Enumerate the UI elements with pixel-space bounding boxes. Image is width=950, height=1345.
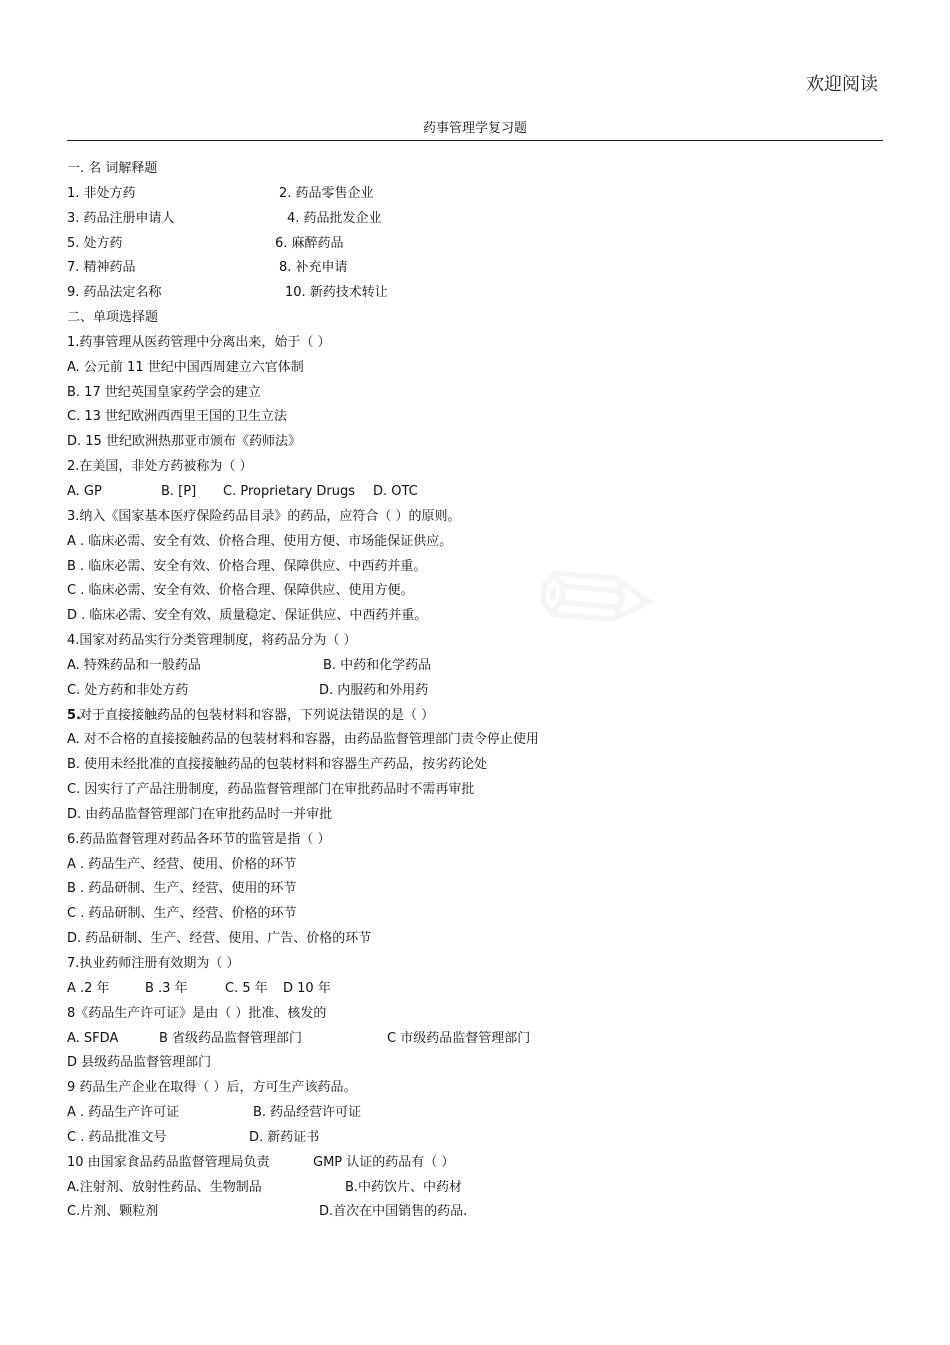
text-segment: 3. 药品注册申请人	[67, 210, 175, 226]
title-divider	[67, 140, 883, 141]
text-segment: A.注射剂、放射性药品、生物制品	[67, 1179, 262, 1195]
text-line	[67, 877, 883, 902]
text-line	[67, 1151, 883, 1176]
text-line	[67, 1126, 883, 1151]
text-segment: D . 临床必需、安全有效、质量稳定、保证供应、中西药并重。	[67, 608, 428, 624]
text-line	[67, 654, 883, 679]
text-segment: 10 由国家食品药品监督管理局负责	[67, 1154, 270, 1170]
text-line	[67, 480, 883, 505]
text-line	[67, 505, 883, 530]
text-segment: A. SFDA	[67, 1030, 119, 1046]
text-segment: D. 内服药和外用药	[319, 682, 429, 698]
text-segment: B.中药饮片、中药材	[345, 1179, 463, 1195]
text-line	[67, 679, 883, 704]
text-line	[67, 405, 883, 430]
text-segment: C. Proprietary Drugs	[223, 483, 356, 499]
text-segment: 一. 名 词解释题	[67, 161, 158, 176]
text-segment: A .2 年	[67, 980, 110, 996]
text-segment: C.片剂、颗粒剂	[67, 1204, 159, 1220]
text-segment: 4.国家对药品实行分类管理制度，将药品分为（ ）	[67, 633, 357, 649]
text-line	[67, 902, 883, 927]
text-segment: 1. 非处方药	[67, 185, 136, 201]
text-line	[67, 579, 883, 604]
text-segment: D. 新药证书	[249, 1129, 320, 1145]
text-segment: A. 特殊药品和一般药品	[67, 657, 201, 673]
text-segment: B. [P]	[161, 483, 197, 499]
text-line	[67, 1051, 883, 1076]
text-segment: D. OTC	[373, 483, 418, 499]
text-line	[67, 281, 883, 306]
text-segment: A . 临床必需、安全有效、价格合理、使用方便、市场能保证供应。	[67, 533, 453, 549]
text-segment: 8《药品生产许可证》是由（ ）批准、核发的	[67, 1005, 327, 1021]
text-segment: 二、单项选择题	[67, 310, 159, 326]
text-segment: B . 药品研制、生产、经营、使用的环节	[67, 881, 297, 897]
text-line	[67, 778, 883, 803]
text-segment: 2.在美国，非处方药被称为（ ）	[67, 459, 253, 475]
text-segment: 2. 药品零售企业	[279, 185, 374, 201]
text-segment: 3.纳入《国家基本医疗保险药品目录》的药品，应符合（ ）的原则。	[67, 508, 461, 524]
text-line	[67, 555, 883, 580]
text-segment: 1.药事管理从医药管理中分离出来，始于（ ）	[67, 334, 331, 350]
text-segment: GMP 认证的药品有（ ）	[313, 1154, 455, 1170]
text-segment: 对于直接接触药品的包装材料和容器，下列说法错误的是（ ）	[79, 707, 435, 723]
text-line	[67, 430, 883, 455]
text-segment: C . 药品批准文号	[67, 1129, 167, 1145]
text-segment: B .3 年	[145, 980, 188, 996]
text-segment: D 县级药品监督管理部门	[67, 1055, 212, 1071]
text-segment: B. 中药和化学药品	[323, 657, 432, 673]
text-segment: A. GP	[67, 483, 102, 499]
text-line	[67, 1076, 883, 1101]
text-line	[67, 828, 883, 853]
text-line	[67, 977, 883, 1002]
text-segment: B. 17 世纪英国皇家药学会的建立	[67, 384, 261, 400]
text-line	[67, 306, 883, 331]
text-line	[67, 604, 883, 629]
document-body	[67, 157, 883, 1225]
text-segment: C. 因实行了产品注册制度，药品监督管理部门在审批药品时不需再审批	[67, 782, 475, 798]
text-line	[67, 331, 883, 356]
text-line	[67, 952, 883, 977]
text-line	[67, 629, 883, 654]
text-line	[67, 356, 883, 381]
text-segment: B. 使用未经批准的直接接触药品的包装材料和容器生产药品，按劣药论处	[67, 757, 488, 773]
text-segment: C. 5 年	[225, 980, 268, 996]
text-segment: C . 临床必需、安全有效、价格合理、保障供应、使用方便。	[67, 583, 414, 599]
corner-welcome-text: 欢迎阅读	[806, 74, 878, 95]
text-segment: C. 13 世纪欧洲西西里王国的卫生立法	[67, 409, 288, 425]
text-segment: 6.药品监督管理对药品各环节的监管是指（ ）	[67, 831, 331, 847]
text-segment: C . 药品研制、生产、经营、价格的环节	[67, 906, 297, 922]
text-line	[67, 1176, 883, 1201]
text-line	[67, 704, 883, 729]
text-segment: 7.执业药师注册有效期为（ ）	[67, 956, 240, 971]
text-line	[67, 728, 883, 753]
page-title: 药事管理学复习题	[422, 121, 527, 136]
text-line	[67, 927, 883, 952]
text-segment: 9. 药品法定名称	[67, 285, 162, 301]
text-line	[67, 207, 883, 232]
text-segment: B. 药品经营许可证	[253, 1105, 362, 1121]
text-line	[67, 530, 883, 555]
text-segment: D.首次在中国销售的药品.	[319, 1204, 468, 1220]
text-segment: C 市级药品监督管理部门	[387, 1030, 531, 1046]
text-segment: B . 临床必需、安全有效、价格合理、保障供应、中西药并重。	[67, 558, 427, 574]
text-line	[67, 1200, 883, 1225]
text-segment: 5.	[67, 707, 81, 723]
text-segment: C. 处方药和非处方药	[67, 682, 189, 698]
text-segment: B 省级药品监督管理部门	[159, 1030, 303, 1046]
text-line	[67, 853, 883, 878]
text-line	[67, 1101, 883, 1126]
text-line	[67, 232, 883, 257]
text-segment: 10. 新药技术转让	[285, 285, 388, 301]
text-segment: D. 15 世纪欧洲热那亚市颁布《药师法》	[67, 434, 301, 450]
text-line	[67, 256, 883, 281]
text-line	[67, 1027, 883, 1052]
text-segment: A . 药品生产许可证	[67, 1105, 180, 1121]
text-segment: D. 药品研制、生产、经营、使用、广告、价格的环节	[67, 931, 372, 947]
text-line	[67, 157, 883, 182]
text-line	[67, 753, 883, 778]
text-segment: D. 由药品监督管理部门在审批药品时一并审批	[67, 806, 333, 822]
text-line	[67, 381, 883, 406]
text-segment: 4. 药品批发企业	[287, 210, 382, 226]
text-segment: A. 公元前 11 世纪中国西周建立六官体制	[67, 359, 304, 375]
text-segment: D 10 年	[283, 980, 331, 996]
text-segment: A . 药品生产、经营、使用、价格的环节	[67, 856, 297, 872]
text-line	[67, 803, 883, 828]
text-segment: A. 对不合格的直接接触药品的包装材料和容器，由药品监督管理部门责令停止使用	[67, 732, 539, 748]
text-segment: 6. 麻醉药品	[275, 235, 344, 251]
text-segment: 5. 处方药	[67, 235, 123, 251]
text-line	[67, 1002, 883, 1027]
text-line	[67, 182, 883, 207]
text-segment: 8. 补充申请	[279, 260, 348, 276]
text-segment: 7. 精神药品	[67, 260, 136, 276]
text-segment: 9 药品生产企业在取得（ ）后，方可生产该药品。	[67, 1080, 357, 1096]
text-line	[67, 455, 883, 480]
